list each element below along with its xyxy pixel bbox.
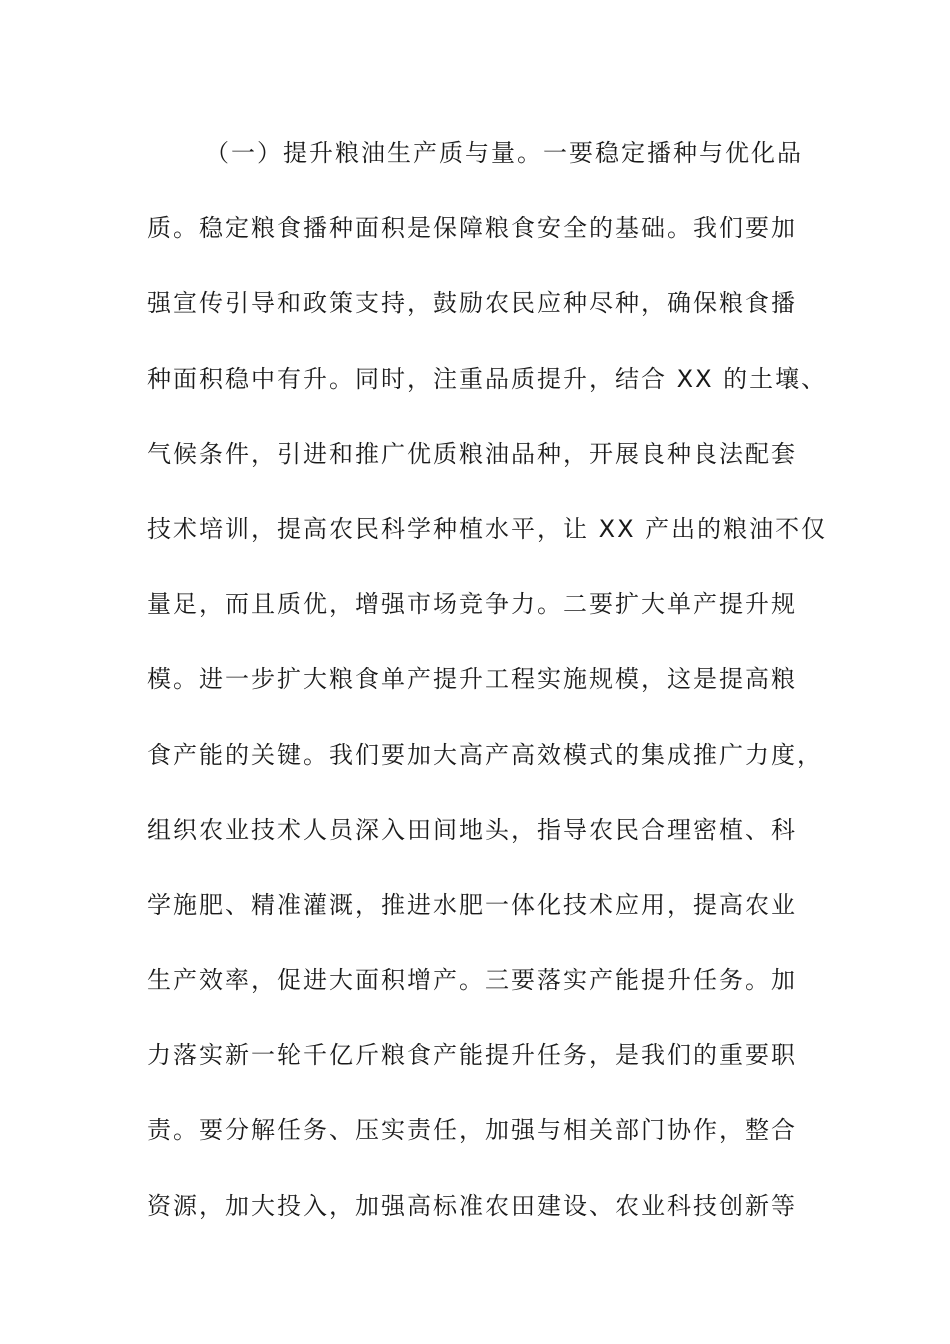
paragraph-line-2: 质。稳定粮食播种面积是保障粮食安全的基础。我们要加 (147, 214, 797, 243)
paragraph-line-15: 资源，加大投入，加强高标准农田建设、农业科技创新等 (147, 1191, 797, 1220)
paragraph-line-3: 强宣传引导和政策支持，鼓励农民应种尽种，确保粮食播 (147, 289, 797, 318)
paragraph-line-6: 技术培训，提高农民科学种植水平，让 XX 产出的粮油不仅 (147, 514, 828, 543)
paragraph-line-1: （一）提升粮油生产质与量。一要稳定播种与优化品 (205, 139, 803, 167)
paragraph-line-13: 力落实新一轮千亿斤粮食产能提升任务，是我们的重要职 (147, 1041, 797, 1070)
paragraph-line-12: 生产效率，促进大面积增产。三要落实产能提升任务。加 (147, 966, 797, 995)
paragraph-line-9: 食产能的关键。我们要加大高产高效模式的集成推广力度， (147, 740, 823, 769)
paragraph-line-8: 模。进一步扩大粮食单产提升工程实施规模，这是提高粮 (147, 665, 797, 694)
paragraph-line-11: 学施肥、精准灌溉，推进水肥一体化技术应用，提高农业 (147, 890, 797, 919)
body-paragraph (147, 127, 828, 1255)
paragraph-line-10: 组织农业技术人员深入田间地头，指导农民合理密植、科 (147, 815, 797, 844)
paragraph-line-14: 责。要分解任务、压实责任，加强与相关部门协作，整合 (147, 1116, 797, 1145)
paragraph-line-5: 气候条件，引进和推广优质粮油品种，开展良种良法配套 (147, 439, 797, 468)
paragraph-line-4: 种面积稳中有升。同时，注重品质提升，结合 XX 的土壤、 (147, 364, 828, 393)
paragraph-line-7: 量足，而且质优，增强市场竞争力。二要扩大单产提升规 (147, 590, 797, 619)
